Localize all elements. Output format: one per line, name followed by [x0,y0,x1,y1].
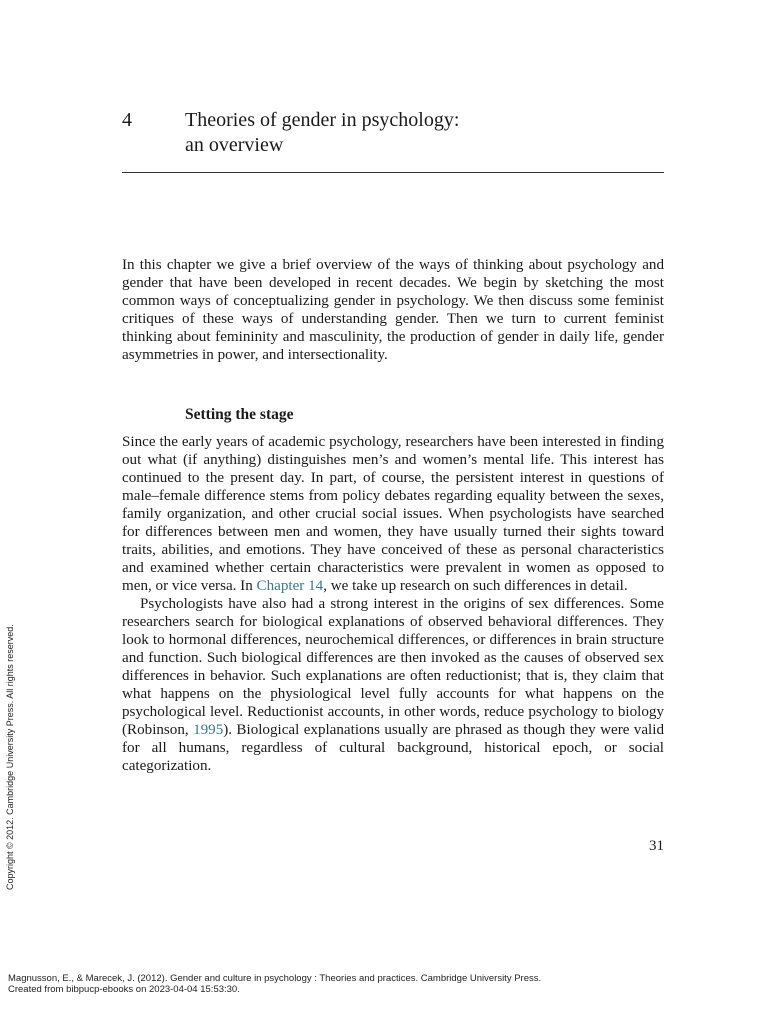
title-divider [122,172,664,173]
intro-text: In this chapter we give a brief overview of the ways of thinking about psychology and gender that have been developed in recent decades. We begin by sketching the most common ways of conceptualizing gender in psychology. We then discuss some feminist critiques of these ways of understanding gender. Then we turn to current feminist thinking about femininity and masculinity, the production of gender in daily life, gender asymmetries in power, and intersectionality. [122,257,664,363]
chapter-title-line1: Theories of gender in psychology: [185,109,460,131]
intro-paragraph [122,256,664,364]
footer-created-line: Created from bibpucp-ebooks on 2023-04-04 15:53:30. [8,984,240,995]
section-body [122,433,664,775]
paragraph-1 [122,433,664,595]
robinson-1995-link[interactable]: 1995 [193,722,224,738]
chapter-number: 4 [122,109,132,131]
paragraph-1-text-a: Since the early years of academic psychology, researchers have been interested in finding out what (if anything) distinguishes men’s and women’s mental life. This interest has continued to the present day. In part, of course, the persistent interest in questions of male–female difference stems from policy debates regarding equality between the sexes, family organization, and other crucial social issues. When psychologists have searched for differences between men and women, they have usually turned their sights toward traits, abilities, and emotions. They have conceived of these as personal characteristics and examined whether certain characteristics were prevalent in women as opposed to men, or vice versa. In [122,434,664,594]
section-heading: Setting the stage [185,406,294,423]
footer-citation-line: Magnusson, E., & Marecek, J. (2012). Gender and culture in psychology : Theories and practices. Cambridge University Press. [8,973,542,984]
paragraph-1-text-b: , we take up research on such differences in detail. [323,578,628,594]
side-copyright-notice: Copyright © 2012. Cambridge University Press. All rights reserved. [5,624,15,890]
paragraph-2-text-b: ). Biological explanations usually are phrased as though they were valid for all humans, regardless of cultural background, historical epoch, or social categorization. [122,722,664,774]
chapter-14-link[interactable]: Chapter 14 [256,578,324,594]
chapter-title [185,108,655,158]
paragraph-2-text-a: Psychologists have also had a strong interest in the origins of sex differences. Some researchers search for biological explanations of observed behavioral differences. They look to hormonal differences, neurochemical differences, or differences in brain structure and function. Such biological differences are then invoked as the causes of observed sex differences in behavior. Such explanations are often reductionist; that is, they claim that what happens on the physiological level fully accounts for what happens on the psychological level. Reductionist accounts, in other words, reduce psychology to biology (Robinson, [122,596,664,738]
page-number: 31 [649,838,664,854]
paragraph-2 [122,595,664,775]
chapter-title-line2: an overview [185,134,284,156]
citation-footer [8,973,541,995]
